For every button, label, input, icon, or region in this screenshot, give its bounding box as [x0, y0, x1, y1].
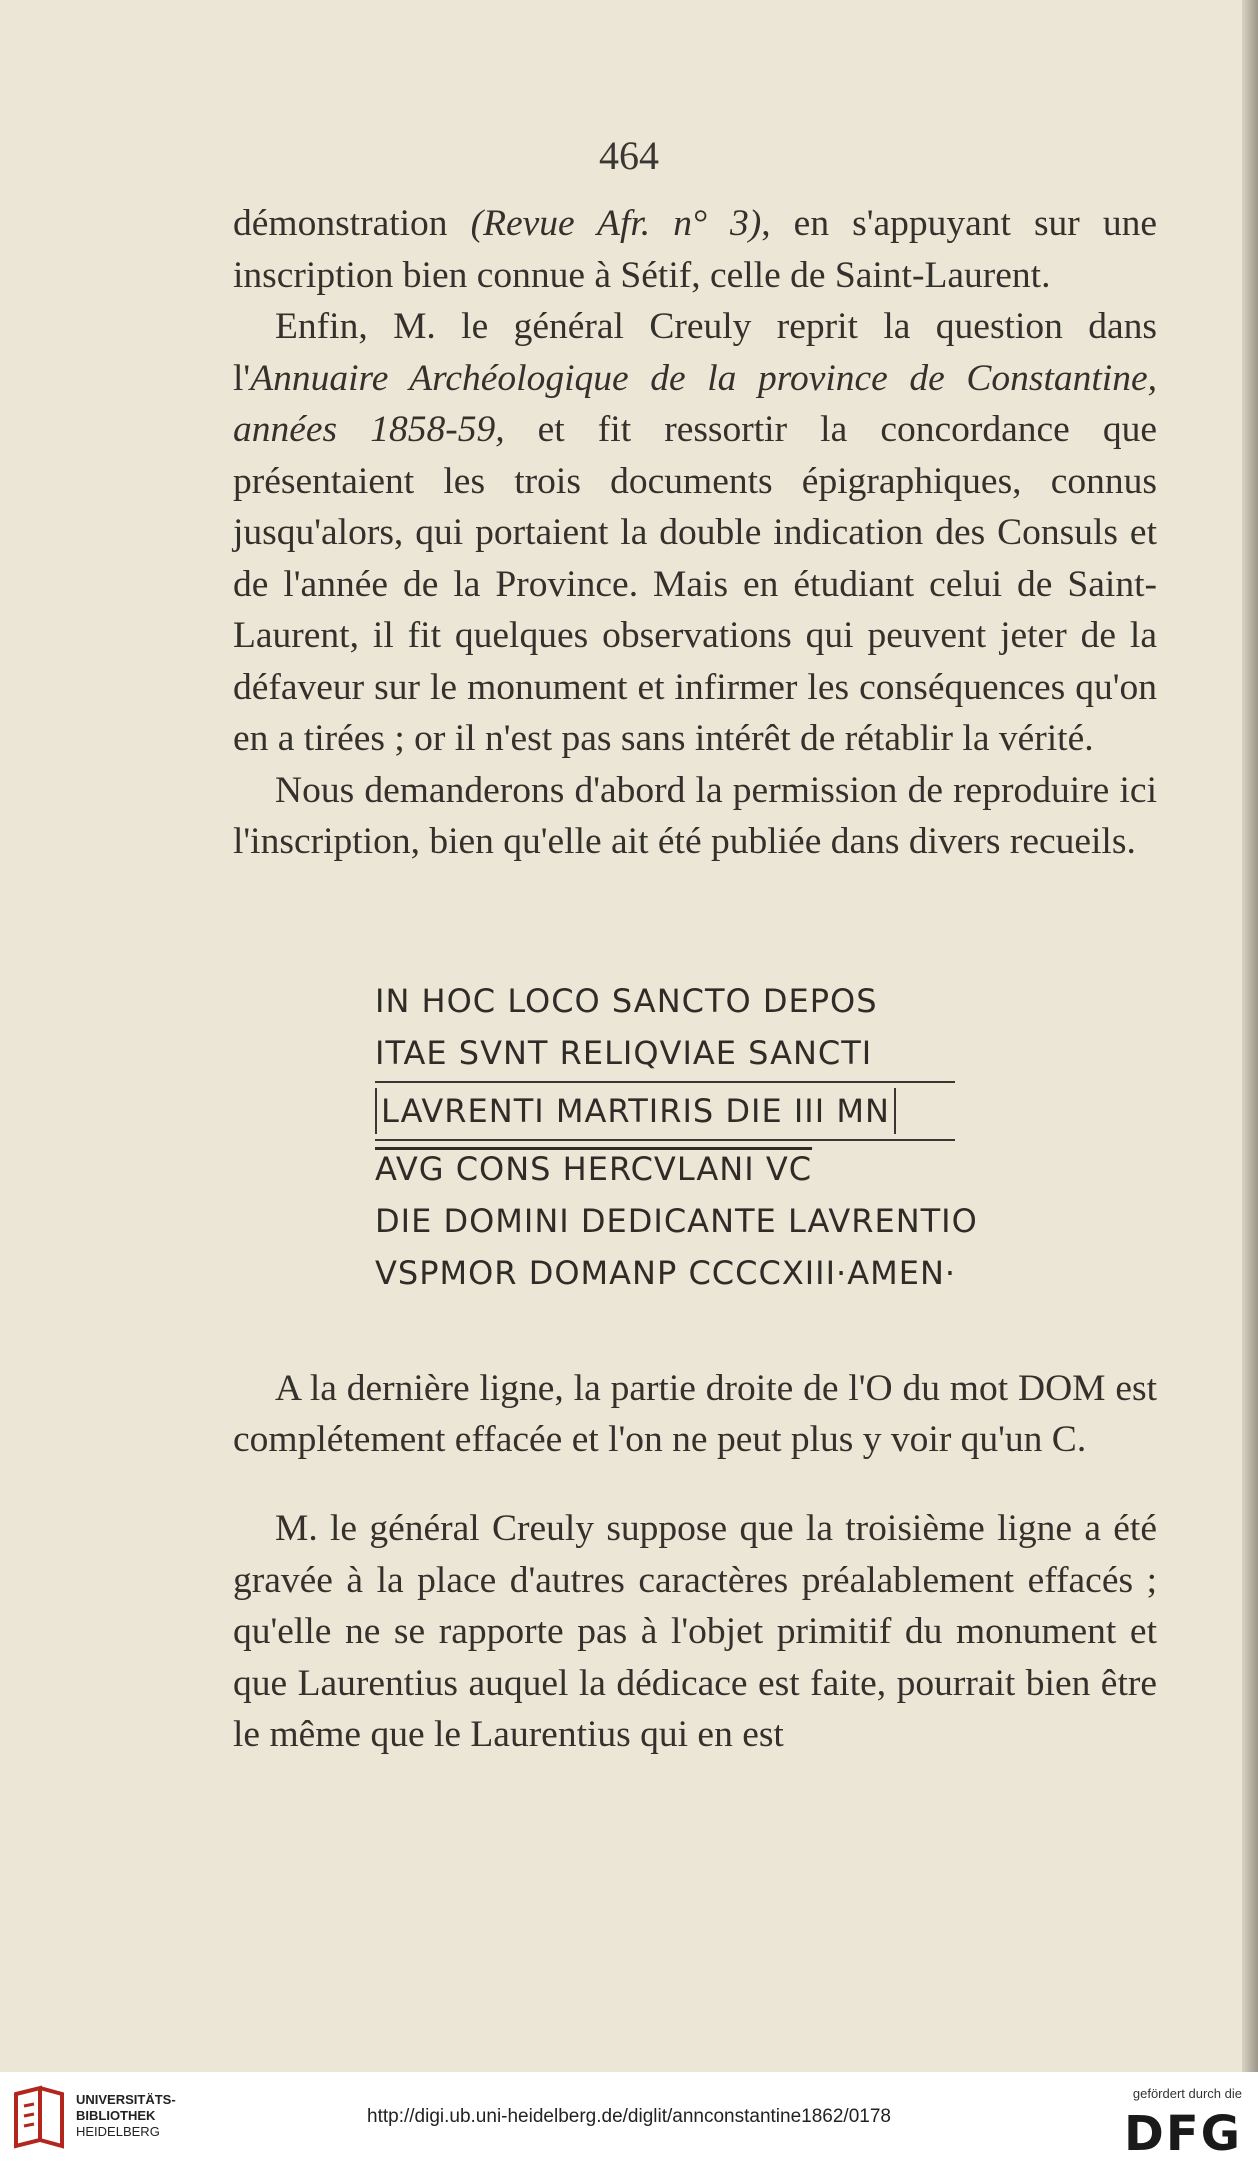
library-name-line: HEIDELBERG [76, 2124, 160, 2139]
inscription-line: ITAE SVNT RELIQVIAE SANCTI [375, 1034, 873, 1072]
inscription-rule [375, 1081, 955, 1083]
inscription-line-boxed [375, 1085, 995, 1137]
citation-italic: Annuaire Archéologique de la province de Constantine, années 1858-59, [233, 357, 1157, 450]
inscription-line: VSPMOR DOMANP CCCCXIII·AMEN· [375, 1254, 957, 1292]
inscription-boxed-text: LAVRENTI MARTIRIS DIE III MN [375, 1088, 896, 1134]
paragraph [233, 198, 1157, 301]
text-run: Nous demanderons d'abord la permission de reproduire ici l'inscription, bien qu'elle ait été publiée dans divers recueils. [233, 769, 1157, 862]
inscription-line: AVG CONS HERCVLANI VC [375, 1150, 813, 1188]
inscription-rule [375, 1139, 955, 1141]
page-number: 464 [599, 133, 659, 178]
inscription-line: IN HOC LOCO SANCTO DEPOS [375, 982, 878, 1020]
paragraph: A la dernière ligne, la partie droite de l'O du mot DOM est complétement effacée et l'on ne peut plus y voir qu'un C. [233, 1367, 1157, 1460]
body-text-top [233, 198, 1157, 868]
viewer-footer [0, 2072, 1258, 2162]
latin-inscription [375, 975, 995, 1299]
text-run: Enfin, M. le général Creuly reprit la question dans l' [233, 306, 1157, 399]
permalink-url[interactable]: http://digi.ub.uni-heidelberg.de/diglit/annconstantine1862/0178 [367, 2106, 891, 2127]
paragraph: M. le général Creuly suppose que la troisième ligne a été gravée à la place d'autres caractères préalablement effacés ; qu'elle ne se rapporte pas à l'objet primitif du monument et que Laurentius auquel la dédicace est faite, pourrait bien être le même que le Laurentius qui en est [233, 1508, 1157, 1755]
text-run: , en s'appuyant sur une inscription bien connue à Sétif, celle de Saint-Laurent. [233, 203, 1157, 296]
body-text-bottom [233, 1325, 1157, 1798]
funding-caption: gefördert durch die [1132, 2086, 1242, 2101]
library-name-line: UNIVERSITÄTS- [76, 2092, 176, 2107]
citation-italic: (Revue Afr. n° 3) [470, 203, 762, 244]
paragraph [233, 301, 1157, 765]
page-edge-shadow [1242, 0, 1258, 2072]
inscription-line: DIE DOMINI DEDICANTE LAVRENTIO [375, 1202, 978, 1240]
paragraph [233, 765, 1157, 868]
text-run: et fit ressortir la concordance que présentaient les trois documents épigraphiques, connus jusqu'alors, qui portaient la double indication des Consuls et de l'année de la Province. Mais en étudiant celui de Saint-Laurent, il fit quelques observations qui peuvent jeter de la défaveur sur le monument et infirmer les conséquences qu'on en a tirées ; or il n'est pas sans intérêt de rétablir la vérité. [233, 409, 1157, 759]
library-name-line: BIBLIOTHEK [76, 2108, 156, 2123]
funder-logo: DFG [1123, 2106, 1242, 2162]
text-run: démonstration [233, 203, 471, 244]
